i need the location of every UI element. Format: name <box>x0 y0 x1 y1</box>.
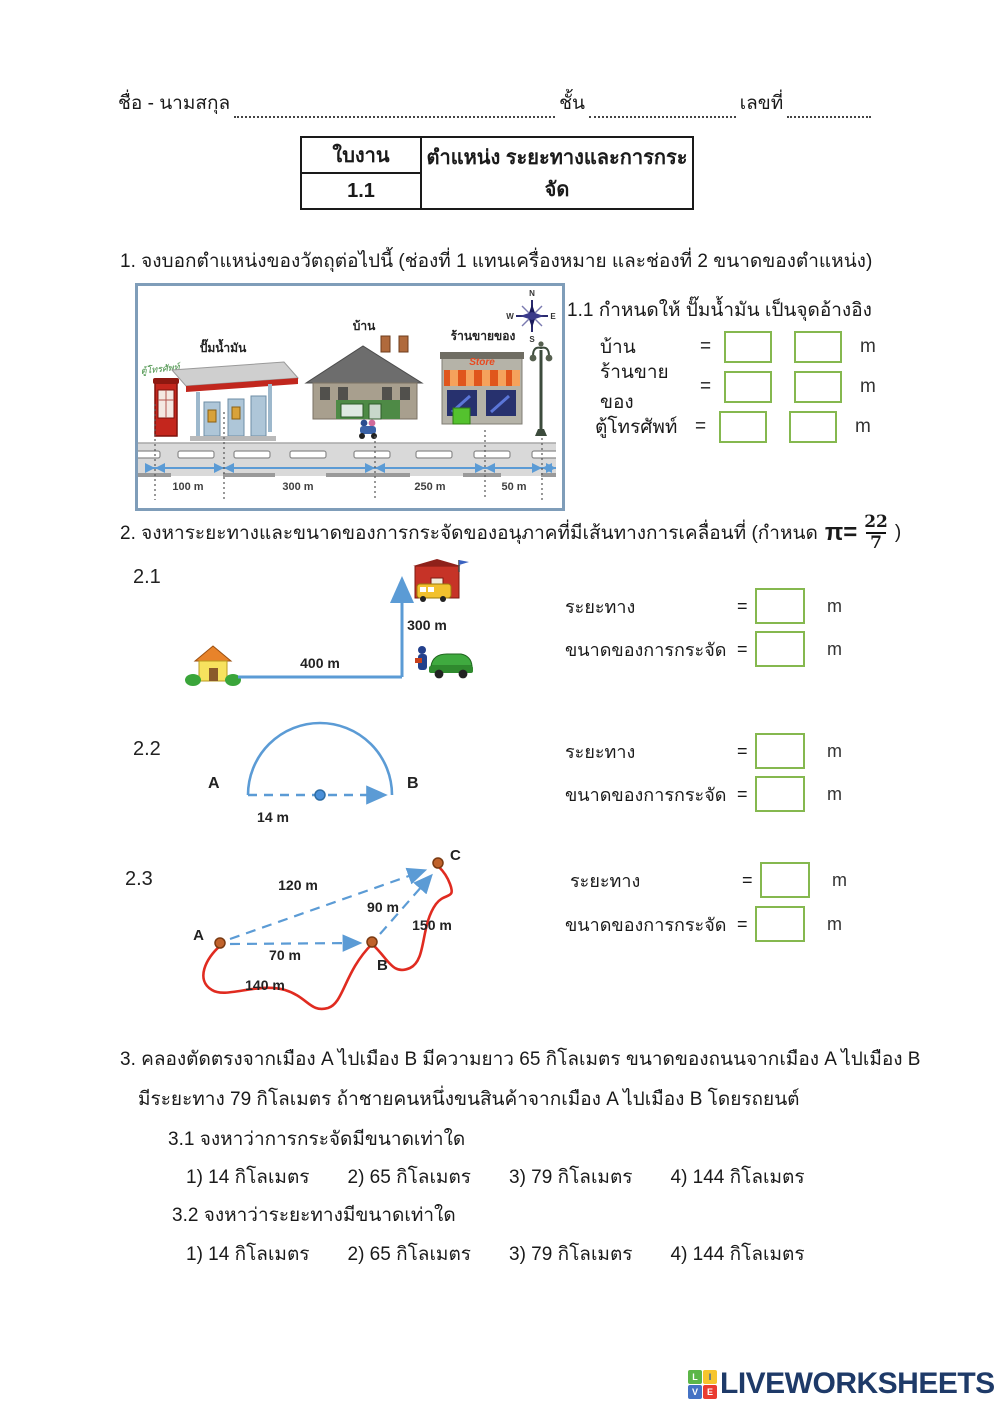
start-house-icon <box>185 646 241 686</box>
choice-option[interactable]: 1) 14 กิโลเมตร <box>186 1167 310 1188</box>
q1-answer-row-phone <box>595 408 871 446</box>
choice-option[interactable]: 2) 65 กิโลเมตร <box>347 1244 471 1265</box>
house-label: บ้าน <box>352 319 376 333</box>
equals-sign: = <box>737 913 748 934</box>
answer-input[interactable] <box>755 733 805 769</box>
displacement-label: ขนาดของการกระจัด <box>565 914 727 935</box>
q23-distance-140: 140 m <box>245 977 285 993</box>
worksheet-title: ตำแหน่ง ระยะทางและการกระจัด <box>426 147 688 201</box>
brand-name: LIVEWORKSHEETS <box>720 1367 995 1400</box>
destination-building-icon <box>413 559 469 602</box>
class-fill-line[interactable] <box>589 96 736 118</box>
q2-prompt-close: ) <box>894 521 902 543</box>
fraction-numerator: 22 <box>864 512 888 532</box>
equals-sign: = <box>742 869 753 890</box>
q21-number: 2.1 <box>133 566 161 588</box>
displacement-label: ขนาดของการกระจัด <box>565 639 727 660</box>
q21-distance-400: 400 m <box>300 655 340 671</box>
q23-distance-70: 70 m <box>269 947 301 963</box>
car-mechanic-icon <box>415 646 473 678</box>
unit-label: m <box>827 595 842 616</box>
q23-distance-row <box>570 860 847 900</box>
answer-input-sign[interactable] <box>719 411 767 443</box>
answer-input[interactable] <box>755 906 805 942</box>
phone-booth-label: ตู้โทรศัพท์ <box>140 361 181 376</box>
unit-label: m <box>827 783 842 804</box>
choice-option[interactable]: 2) 65 กิโลเมตร <box>347 1167 471 1188</box>
choice-option[interactable]: 3) 79 กิโลเมตร <box>509 1167 633 1188</box>
row-label: ตู้โทรศัพท์ <box>595 417 678 438</box>
row-label: ร้านขายของ <box>600 362 669 413</box>
q1-answer-row-store <box>600 362 876 413</box>
q23-point-c: C <box>450 847 461 864</box>
worksheet-title-box <box>300 136 694 210</box>
actual-path-curve <box>203 866 451 1009</box>
liveworksheets-logo <box>688 1367 995 1401</box>
displacement-label: ขนาดของการกระจัด <box>565 784 727 805</box>
svg-text:N: N <box>529 289 535 298</box>
gas-station-icon <box>172 362 298 441</box>
q23-displacement-row <box>565 904 842 944</box>
q22-point-a: A <box>208 775 220 792</box>
q23-point-a: A <box>193 927 204 944</box>
answer-input-sign[interactable] <box>724 371 772 403</box>
q22-distance-row <box>565 731 842 771</box>
q23-number: 2.3 <box>125 868 153 890</box>
q32-text: 3.2 จงหาว่าระยะทางมีขนาดเท่าใด <box>172 1205 456 1226</box>
equals-sign: = <box>737 595 748 616</box>
q22-displacement-row <box>565 774 842 814</box>
equals-sign: = <box>700 376 712 397</box>
motorbike-icon <box>359 420 377 439</box>
q23-point-b: B <box>377 957 388 974</box>
q22-distance-14: 14 m <box>257 809 289 825</box>
q21-diagram <box>175 558 475 705</box>
choice-option[interactable]: 1) 14 กิโลเมตร <box>186 1244 310 1265</box>
q23-distance-120: 120 m <box>278 877 318 893</box>
answer-input-value[interactable] <box>794 331 842 363</box>
store-label: ร้านขายของ <box>450 329 516 343</box>
road-distance-3: 250 m <box>414 481 446 493</box>
row-label: บ้าน <box>600 337 636 358</box>
unit-label: m <box>827 638 842 659</box>
unit-label: m <box>855 416 871 437</box>
svg-text:S: S <box>529 335 535 344</box>
road-distance-1: 100 m <box>172 481 204 493</box>
q23-distance-150: 150 m <box>412 917 452 933</box>
name-label: ชื่อ - นามสกุล <box>118 93 231 114</box>
house-icon <box>306 336 422 419</box>
lamp-post-icon <box>530 341 553 436</box>
svg-text:E: E <box>550 312 556 321</box>
store-sign: Store <box>469 357 495 368</box>
q2-prompt-text: 2. จงหาระยะทางและขนาดของการกระจัดของอนุภาคที่มีเส้นทางการเคลื่อนที่ (กำหนด <box>120 522 818 544</box>
q1-sub-heading: 1.1 กำหนดให้ ปั๊มน้ำมัน เป็นจุดอ้างอิง <box>567 300 872 321</box>
pi-symbol: π= <box>824 518 858 546</box>
choice-option[interactable]: 3) 79 กิโลเมตร <box>509 1244 633 1265</box>
choice-option[interactable]: 4) 144 กิโลเมตร <box>670 1167 805 1188</box>
answer-input[interactable] <box>760 862 810 898</box>
choice-option[interactable]: 4) 144 กิโลเมตร <box>670 1244 805 1265</box>
q3-line1: 3. คลองตัดตรงจากเมือง A ไปเมือง B มีความยาว 65 กิโลเมตร ขนาดของถนนจากเมือง A ไปเมือง B <box>120 1049 921 1070</box>
unit-label: m <box>860 336 876 357</box>
phone-booth-icon <box>153 378 179 436</box>
equals-sign: = <box>737 740 748 761</box>
answer-input[interactable] <box>755 631 805 667</box>
equals-sign: = <box>695 416 707 437</box>
unit-label: m <box>827 913 842 934</box>
logo-square-i: I <box>703 1370 717 1384</box>
answer-input[interactable] <box>755 776 805 812</box>
equals-sign: = <box>700 336 712 357</box>
name-fill-line[interactable] <box>234 96 555 118</box>
q21-distance-300: 300 m <box>407 617 447 633</box>
logo-square-l: L <box>688 1370 702 1384</box>
distance-label: ระยะทาง <box>570 870 641 891</box>
q22-point-b: B <box>407 775 419 792</box>
unit-label: m <box>832 869 847 890</box>
no-label: เลขที่ <box>739 93 784 114</box>
q3-line2: มีระยะทาง 79 กิโลเมตร ถ้าชายคนหนึ่งขนสินค้าจากเมือง A ไปเมือง B โดยรถยนต์ <box>138 1089 800 1110</box>
q1-prompt: 1. จงบอกตำแหน่งของวัตถุต่อไปนี้ (ช่องที่ 1 แทนเครื่องหมาย และช่องที่ 2 ขนาดของตำแหน่ง) <box>120 251 873 272</box>
fraction-denominator: 7 <box>866 532 886 553</box>
q22-number: 2.2 <box>133 738 161 760</box>
logo-squares-icon <box>688 1370 717 1399</box>
no-fill-line[interactable] <box>787 96 871 118</box>
q32-options <box>186 1239 843 1269</box>
answer-input-value[interactable] <box>794 371 842 403</box>
q2-prompt <box>120 513 901 552</box>
equals-sign: = <box>737 638 748 659</box>
distance-label: ระยะทาง <box>565 596 636 617</box>
q31-text: 3.1 จงหาว่าการกระจัดมีขนาดเท่าใด <box>168 1129 466 1150</box>
unit-label: m <box>860 376 876 397</box>
unit-label: m <box>827 740 842 761</box>
worksheet-number: 1.1 <box>347 179 375 202</box>
header-line <box>118 88 875 118</box>
answer-input[interactable] <box>755 588 805 624</box>
gas-station-label: ปั๊มน้ำมัน <box>199 341 247 355</box>
worksheet-type: ใบงาน <box>302 138 420 174</box>
answer-input-value[interactable] <box>789 411 837 443</box>
q1-figure-drawing <box>138 286 556 502</box>
distance-label: ระยะทาง <box>565 741 636 762</box>
logo-square-e: E <box>703 1385 717 1399</box>
answer-input-sign[interactable] <box>724 331 772 363</box>
equals-sign: = <box>737 783 748 804</box>
q1-figure <box>135 283 565 511</box>
q31-options <box>186 1162 843 1192</box>
q21-distance-row <box>565 586 842 626</box>
road-distance-2: 300 m <box>282 481 314 493</box>
q22-diagram <box>195 710 445 840</box>
q21-displacement-row <box>565 629 842 669</box>
q23-distance-90: 90 m <box>367 899 399 915</box>
q23-diagram <box>140 840 500 1025</box>
pi-fraction <box>864 513 888 552</box>
svg-text:W: W <box>506 312 514 321</box>
road-distance-4: 50 m <box>501 481 527 493</box>
class-label: ชั้น <box>559 93 586 114</box>
logo-square-v: V <box>688 1385 702 1399</box>
